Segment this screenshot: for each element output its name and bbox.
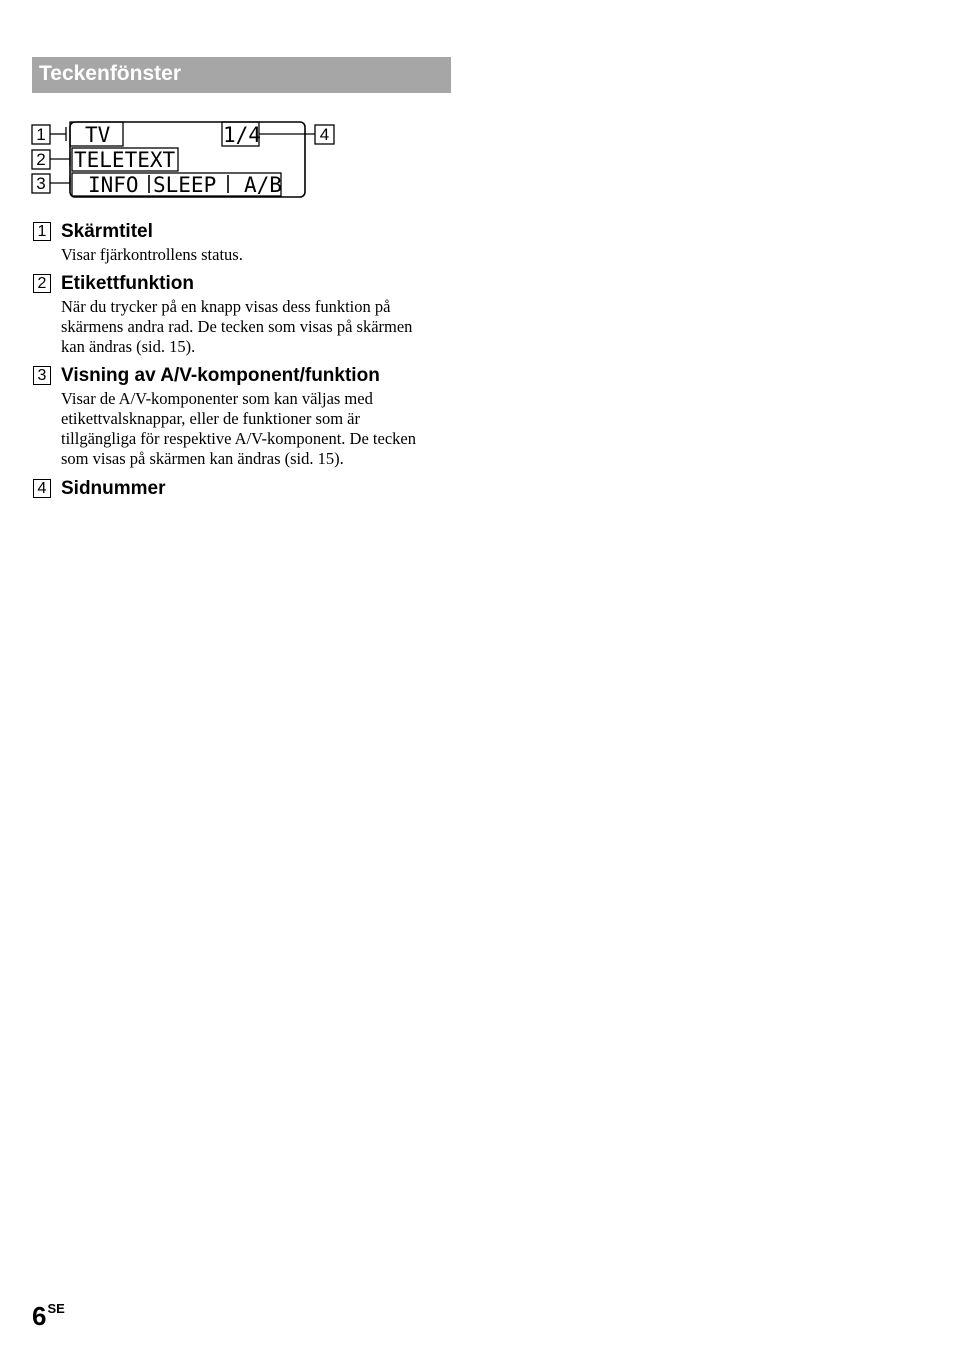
item-description (61, 297, 461, 357)
item-title: Visning av A/V-komponent/funktion (61, 365, 380, 386)
segment-ab: A/B (244, 173, 282, 197)
folio-suffix: SE (47, 1301, 65, 1316)
item-description (61, 389, 461, 469)
page-number-text: 1/4 (223, 123, 261, 147)
callout-box-1 (32, 125, 50, 144)
item-page-number (33, 478, 458, 502)
item-av-component-display (33, 365, 458, 469)
description-line: skärmens andra rad. De tecken som visas på skärmen (61, 317, 413, 336)
description-line: som visas på skärmen kan ändras (sid. 15). (61, 449, 344, 468)
description-line: kan ändras (sid. 15). (61, 337, 196, 356)
item-screen-title (33, 221, 458, 265)
item-number: 3 (33, 366, 51, 385)
label-function-text: TELETEXT (74, 148, 176, 172)
callout-label-3: 3 (36, 174, 46, 193)
callout-label-2: 2 (36, 150, 46, 169)
item-number: 1 (33, 222, 51, 241)
callout-label-4: 4 (319, 125, 330, 144)
description-line: etikettvalsknappar, eller de funktioner som är (61, 409, 360, 428)
description-line: Visar de A/V-komponenter som kan väljas med (61, 389, 373, 408)
item-number: 2 (33, 274, 51, 293)
section-heading (32, 57, 451, 93)
item-title: Sidnummer (61, 478, 166, 499)
callout-box-3 (32, 174, 50, 193)
description-line: När du trycker på en knapp visas dess funktion på (61, 297, 391, 316)
segment-info: INFO (88, 173, 139, 197)
item-title: Etikettfunktion (61, 273, 194, 294)
page-folio (32, 1293, 65, 1332)
section-title: Teckenfönster (39, 62, 181, 85)
item-number: 4 (33, 479, 51, 498)
callout-label-1: 1 (36, 125, 46, 144)
callout-box-4 (315, 125, 334, 144)
item-description (61, 245, 461, 265)
description-line: Visar fjärkontrollens status. (61, 245, 243, 264)
screen-title-text: TV (85, 123, 111, 147)
description-line: tillgängliga för respektive A/V-komponent. De tecken (61, 429, 416, 448)
item-title: Skärmtitel (61, 221, 153, 242)
folio-number: 6 (32, 1301, 47, 1331)
callout-box-2 (32, 150, 50, 169)
segment-sleep: SLEEP (153, 173, 217, 197)
display-diagram (30, 116, 340, 202)
item-label-function (33, 273, 458, 357)
